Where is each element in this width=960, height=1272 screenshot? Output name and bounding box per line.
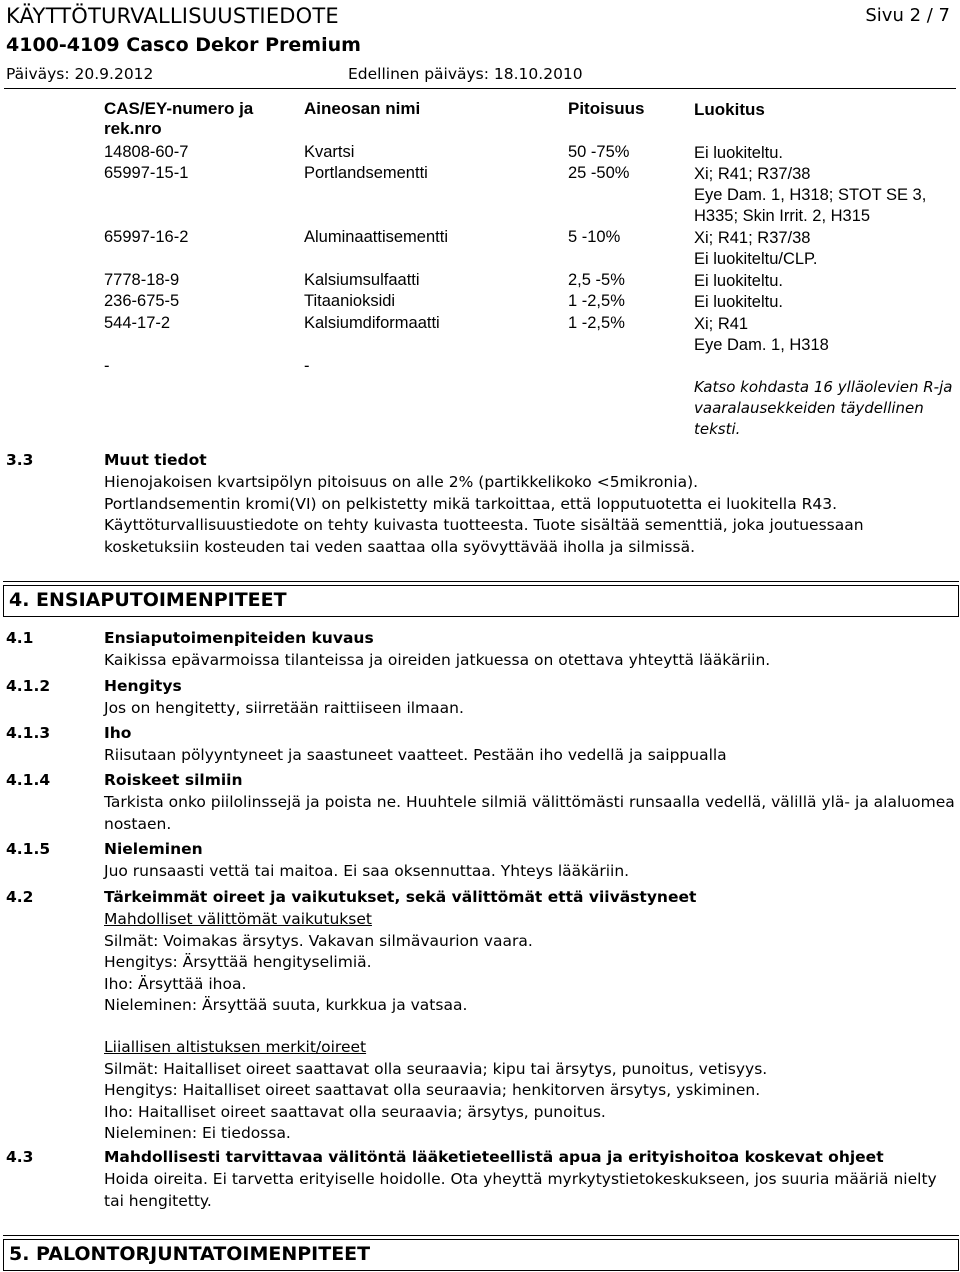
section-5-header: 5. PALONTORJUNTATOIMENPITEET — [3, 1239, 959, 1271]
issue-date: Päiväys: 20.9.2012 — [6, 65, 154, 83]
section-number: 3.3 — [6, 451, 34, 469]
section-heading: Nieleminen — [104, 840, 203, 858]
subheading: Liiallisen altistuksen merkit/oireet — [104, 1038, 367, 1056]
section-heading: Ensiaputoimenpiteiden kuvaus — [104, 629, 374, 647]
section-number: 4.1.2 — [6, 677, 51, 695]
section-number: 4.1.4 — [6, 771, 51, 789]
section-number: 4.1.3 — [6, 724, 51, 742]
section-number: 4.2 — [6, 888, 34, 906]
section-4-header: 4. ENSIAPUTOIMENPITEET — [3, 585, 959, 617]
section-number: 4.1.5 — [6, 840, 51, 858]
skin-text: Riisutaan pölyyntyneet ja saastuneet vaatteet. Pestään iho vedellä ja saippualla — [104, 746, 727, 764]
classification-note: Katso kohdasta 16 ylläolevien R-ja vaaralausekkeiden täydellinen teksti. — [694, 378, 953, 438]
inhalation-text: Jos on hengitetty, siirretään raittiiseen ilmaan. — [104, 699, 464, 717]
document-title: KÄYTTÖTURVALLISUUSTIEDOTE — [6, 4, 339, 28]
eye-contact-text: Tarkista onko piilolinssejä ja poista ne. Huuhtele silmiä välittömästi runsaalla vedellä, välillä ylä- ja alaluomea nostaen. — [104, 793, 955, 833]
header-cas: CAS/EY-numero ja rek.nro — [104, 99, 254, 138]
header-divider — [4, 88, 956, 89]
other-info-text: Hienojakoisen kvartsipölyn pitoisuus on alle 2% (partikkelikoko <5mikronia). Portlandsementin kromi(VI) on pelkistetty mikä tarkoittaa, että lopputuotetta ei luokitella R43. Käyttöturvallisuustiedote on tehty kuivasta tuotteesta. Tuote sisältää sementtiä, joka joutuessaan kosketuksiin kosteuden tai veden saattaa olla syövyttävää iholla ja silmissä. — [104, 473, 864, 556]
header-classification: Luokitus — [694, 100, 765, 119]
section-heading: Tärkeimmät oireet ja vaikutukset, sekä välittömät että viivästyneet — [104, 888, 697, 906]
first-aid-general-text: Kaikissa epävarmoissa tilanteissa ja oireiden jatkuessa on otettava yhteyttä lääkäriin. — [104, 651, 771, 669]
section-number: 4.3 — [6, 1148, 34, 1166]
section-heading: Mahdollisesti tarvittavaa välitöntä lääketieteellistä apua ja erityishoitoa koskevat ohjeet — [104, 1148, 884, 1166]
section-heading: Iho — [104, 724, 132, 742]
section-heading: Muut tiedot — [104, 451, 207, 469]
section-heading: Hengitys — [104, 677, 182, 695]
overexposure-text: Liiallisen altistuksen merkit/oireet Silmät: Haitalliset oireet saattavat olla seuraavia; kipu tai ärsytys, punoitus, vetisyys. Hengitys: Haitalliset oireet saattavat olla seuraavia; henkitorven ärsytys, yskiminen. Iho: Haitalliset oireet saattavat olla seuraavia; ärsytys, punoitus. Nieleminen: Ei tiedossa. — [104, 1037, 956, 1145]
page-number: Sivu 2 / 7 — [865, 5, 950, 26]
header-name: Aineosan nimi — [304, 99, 421, 118]
section-heading: Roiskeet silmiin — [104, 771, 243, 789]
header-content: Pitoisuus — [568, 99, 645, 118]
previous-date: Edellinen päiväys: 18.10.2010 — [348, 65, 583, 83]
ingestion-text: Juo runsaasti vettä tai maitoa. Ei saa oksennuttaa. Yhteys lääkäriin. — [104, 862, 630, 880]
product-name: 4100-4109 Casco Dekor Premium — [6, 34, 361, 56]
symptoms-text: Mahdolliset välittömät vaikutukset Silmät: Voimakas ärsytys. Vakavan silmävaurion vaara. Hengitys: Ärsyttää hengityselimiä. Iho: Ärsyttää ihoa. Nieleminen: Ärsyttää suuta, kurkkua ja vatsaa. — [104, 909, 956, 1017]
section-number: 4.1 — [6, 629, 34, 647]
subheading: Mahdolliset välittömät vaikutukset — [104, 910, 372, 928]
medical-attention-text: Hoida oireita. Ei tarvetta erityiselle hoidolle. Ota yheyttä myrkytystietokeskukseen, jos suuria määriä nielty tai hengitetty. — [104, 1170, 937, 1210]
